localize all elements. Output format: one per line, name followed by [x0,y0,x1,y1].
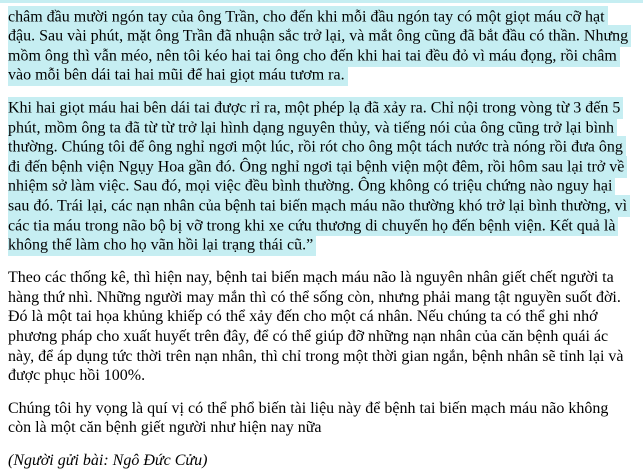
paragraph-1 [8,7,630,85]
paragraph-2 [8,98,630,255]
paragraph-3 [8,268,630,386]
cutoff-highlight-sliver [0,0,643,3]
author-credit [8,451,630,470]
author-credit-text: (Người gửi bài: Ngô Đức Cửu) [8,451,208,469]
paragraph-3-text: Theo các thống kê, thì hiện nay, bệnh tai biến mạch máu não là nguyên nhân giết chết người ta hàng thứ nhì. Những người may mắn thì có thể sống còn, nhưng phải mang tật nguyền suốt đời. Đó là một tai họa khủng khiếp có thể xảy đến cho một cá nhân. Nếu chúng ta có thể ghi nhớ phương pháp cho xuất huyết trên đây, để có thể giúp đỡ những nạn nhân của căn bệnh quái ác này, để áp dụng tức thời trên nạn nhân, thì chỉ trong một thời gian ngắn, bệnh nhân sẽ tỉnh lại và được phục hồi 100%. [8,269,624,385]
paragraph-4-text: Chúng tôi hy vọng là quí vị có thể phổ biến tài liệu này để bệnh tai biến mạch máu não không còn là một căn bệnh giết người như hiện nay nữa [8,399,609,437]
paragraph-1-text: châm đầu mười ngón tay của ông Trần, cho đến khi mỗi đầu ngón tay có một giọt máu cỡ hạt đậu. Sau vài phút, mặt ông Trần đã nhuận sắc trở lại, và mắt ông cũng đã bắt đầu có thần. Nhưng mồm ông thì vẫn méo, nên tôi kéo hai tai ông cho đến khi hai tai đều đỏ vì máu đọng, rồi châm vào mỗi bên dái tai hai mũi để hai giọt máu tươm ra. [8,6,631,87]
paragraph-4 [8,399,630,438]
paragraph-2-text: Khi hai giọt máu hai bên dái tai được rỉ ra, một phép lạ đã xảy ra. Chỉ nội trong vòng từ 3 đến 5 phút, mồm ông ta đã từ từ trở lại hình dạng nguyên thủy, và tiếng nói của ông cũng trở lại bình thường. Chúng tôi để ông nghỉ ngơi một lúc, rồi rót cho ông một tách nước trà nóng rồi đưa ông đi đến bệnh viện Ngụy Hoa gần đó. Ông nghỉ ngơi tại bệnh viện một đêm, rồi hôm sau lại trở về nhiệm sở làm việc. Sau đó, mọi việc đều bình thường. Ông không có triệu chứng nào nguy hại sau đó. Trái lại, các nạn nhân của bệnh tai biến mạch máu não thường khó trở lại bình thường, vì các tia máu trong não bộ bị vỡ trong khi xe cứu thương di chuyển họ đến bệnh viện. Kết quả là không thể làm cho họ vãn hồi lại trạng thái cũ.” [8,97,630,256]
